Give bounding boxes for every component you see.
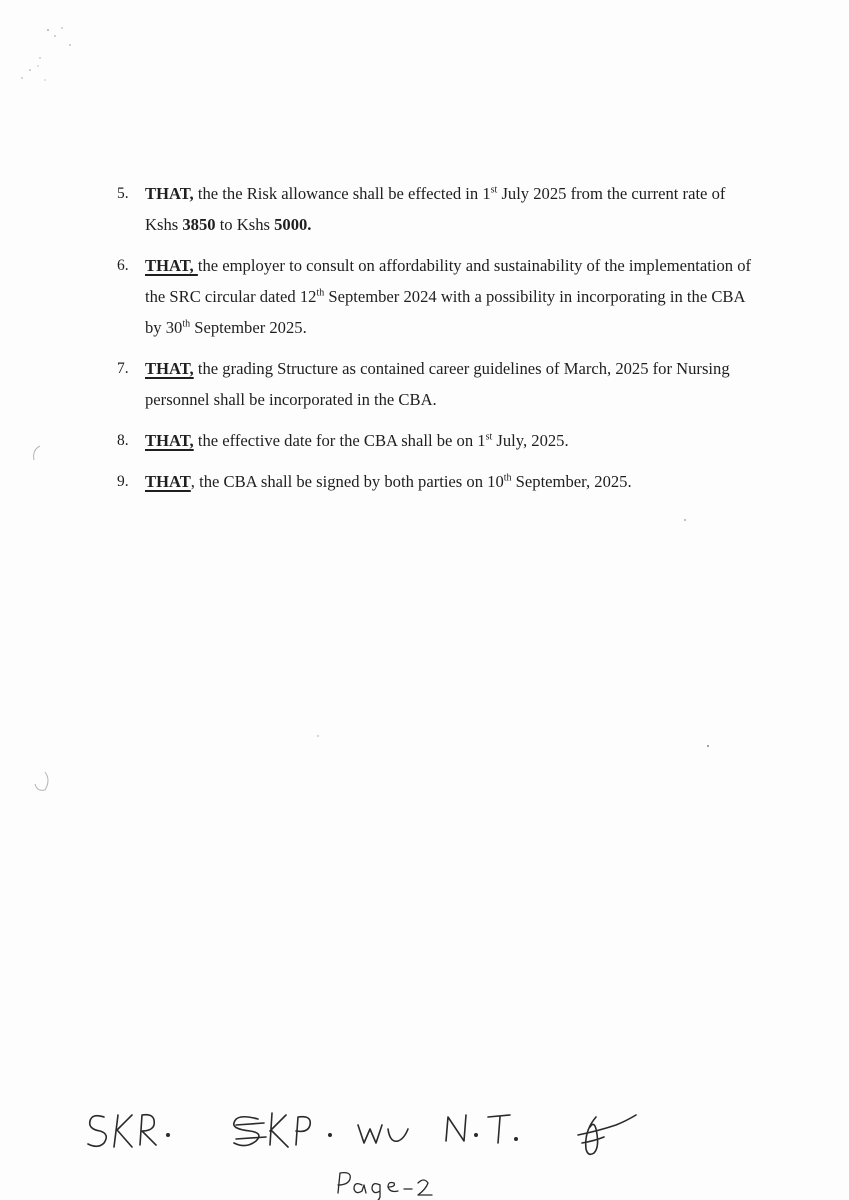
clause-7 — [0, 353, 755, 415]
clause-number: 9. — [117, 473, 129, 490]
clause-lead: THAT, — [145, 359, 194, 378]
handwritten-initials — [0, 1095, 849, 1200]
clause-lead: THAT, — [145, 256, 198, 275]
clause-text: the employer to consult on affordability and sustainability of the implementation of the SRC circular dated 12th September 2024 with a possibility in incorporating in the CBA by 30th September 2025. — [145, 256, 752, 337]
initials-skr — [88, 1115, 169, 1147]
scan-mark-left-mid — [35, 772, 48, 790]
initials-wl — [358, 1125, 408, 1143]
clause-text: the effective date for the CBA shall be on 1st July, 2025. — [197, 431, 569, 450]
clause-text: the grading Structure as contained career guidelines of March, 2025 for Nursing personnel shall be incorporated in the CBA. — [145, 359, 730, 409]
initials-nt — [446, 1115, 517, 1143]
clause-9 — [0, 466, 755, 497]
clause-8 — [0, 425, 755, 456]
clause-5 — [0, 178, 755, 240]
clause-lead: THAT, — [145, 184, 194, 203]
signature-mark — [578, 1115, 636, 1154]
clause-6 — [0, 250, 755, 343]
clause-lead: THAT, — [145, 431, 194, 450]
clause-number: 7. — [117, 360, 129, 377]
resolution-clauses — [0, 178, 849, 507]
initials-skp — [234, 1113, 331, 1147]
clause-number: 5. — [117, 185, 129, 202]
clause-number: 6. — [117, 257, 129, 274]
clause-text: , the CBA shall be signed by both parties on 10th September, 2025. — [190, 472, 632, 491]
clause-text: the the Risk allowance shall be effected in 1st July 2025 from the current rate of Kshs 3850 to Kshs 5000. — [145, 184, 726, 234]
page-note — [338, 1173, 432, 1200]
clause-lead: THAT — [145, 472, 191, 491]
clause-number: 8. — [117, 432, 129, 449]
